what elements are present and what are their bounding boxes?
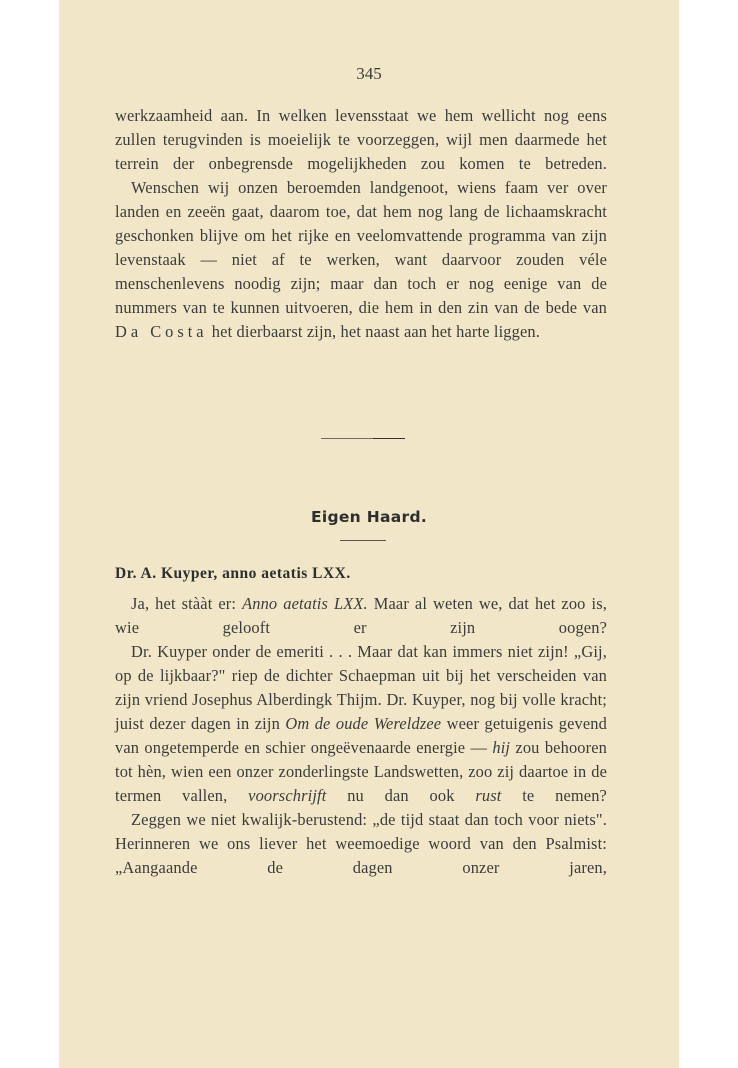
italic-text: voorschrijft [248, 786, 327, 805]
paragraph [115, 640, 607, 808]
text-run: Ja, het stààt er: [131, 594, 243, 613]
italic-text: hij [492, 738, 511, 757]
text-run: zou behooren tot hèn, wien een onzer zonderlingste Landswetten, zoo zij daartoe in de termen vallen, [115, 738, 608, 805]
title-underline [340, 540, 386, 541]
article-subtitle: Dr. A. Kuyper, anno aetatis LXX. [115, 565, 351, 582]
text-block-article [115, 592, 607, 880]
italic-text: Om de oude Wereldzee [285, 714, 442, 733]
text-run: Dr. Kuyper onder de emeriti . . . Maar dat kan immers niet zijn! „Gij, op de lijkbaar?" riep de dichter Schaepman uit bij het verscheiden van zijn vriend Josephus Alberdingk Thijm. Dr. Kuyper, nog bij volle kracht; juist dezer dagen in zijn [115, 642, 607, 733]
paragraph [115, 176, 607, 344]
text-run: te nemen? [501, 786, 607, 805]
paragraph [115, 808, 607, 880]
text-run: weer getuigenis gevend van ongetemperde en schier ongeëvenaarde energie — [115, 714, 607, 757]
book-page [59, 0, 679, 1068]
text-run: Wenschen wij onzen beroemden landgenoot, wiens faam ver over landen en zeeën gaat, daarom toe, dat hem nog lang de lichaamskracht geschonken blijve om het rijke en veelomvattende programma van zijn levenstaak — niet af te werken, want daarvoor zouden véle menschenlevens noodig zijn; maar dan toch er nog eenige van de nummers van te kunnen uitvoeren, die hem in den zin van de bede van [115, 178, 607, 317]
text-run: het dierbaarst zijn, het naast aan het harte liggen. [207, 322, 540, 341]
paragraph [115, 592, 607, 640]
text-run: werkzaamheid aan. In welken levensstaat we hem wellicht nog eens zullen terugvinden is moeielijk te voorzeggen, wijl men daarmede het terrein der onbegrensde mogelijkheden zou komen te betreden. [115, 106, 607, 173]
section-title: Eigen Haard. [310, 508, 428, 526]
page-number: 345 [356, 64, 382, 83]
spaced-name: Da Costa [115, 322, 208, 341]
paragraph [115, 104, 607, 176]
italic-text: rust [475, 786, 502, 805]
section-divider [321, 438, 405, 439]
text-run: nu dan ook [326, 786, 476, 805]
section-divider-accent [373, 438, 405, 439]
text-block-continuation [115, 104, 607, 344]
text-run: Maar al weten we, dat het zoo is, wie gelooft er zijn oogen? [115, 594, 607, 637]
text-run: Zeggen we niet kwalijk-berustend: „de tijd staat dan toch voor niets". Herinneren we ons liever het weemoedige woord van den Psalmist: „Aangaande de dagen onzer jaren, [115, 810, 607, 877]
italic-text: Anno aetatis LXX. [242, 594, 368, 613]
